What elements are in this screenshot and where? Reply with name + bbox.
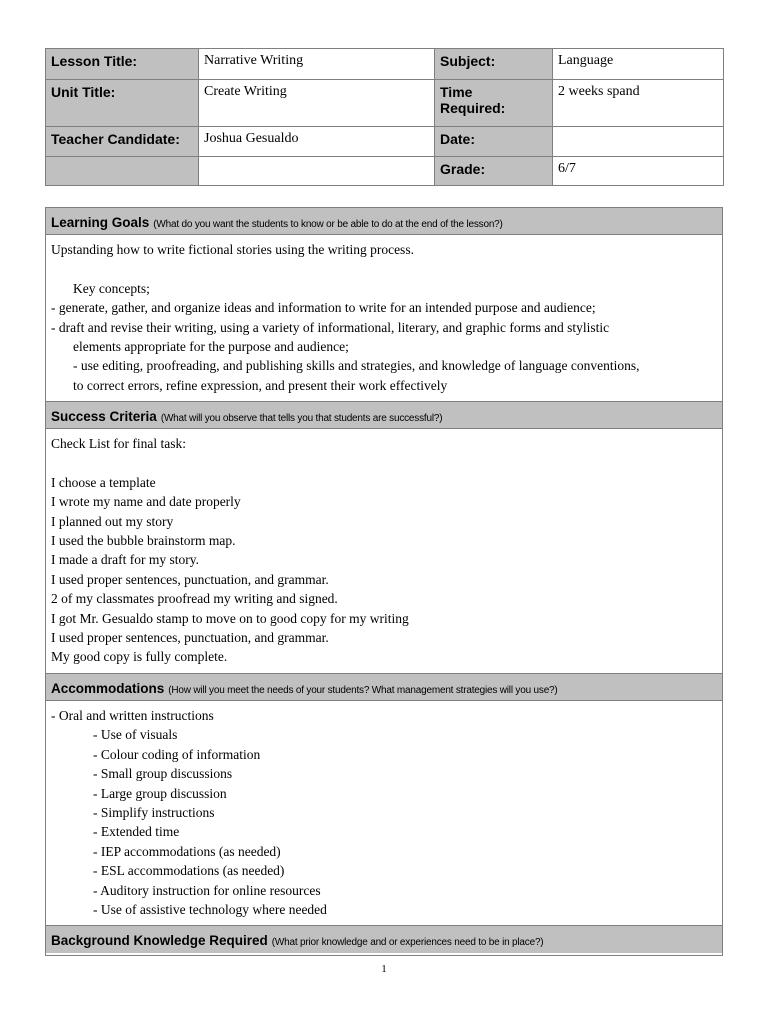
- background-knowledge-title: Background Knowledge Required: [51, 933, 268, 948]
- success-criteria-subtitle: (What will you observe that tells you that students are successful?): [160, 413, 443, 424]
- accommodation-item: - Use of visuals: [93, 727, 178, 743]
- teacher-candidate-value: Joshua Gesualdo: [199, 127, 435, 157]
- success-criteria-body: [46, 429, 722, 673]
- accommodation-item: - Extended time: [93, 824, 180, 840]
- time-required-label: Time Required:: [435, 80, 553, 127]
- learning-goals-intro: Upstanding how to write fictional stories using the writing process.: [51, 242, 414, 257]
- accommodation-item: - Small group discussions: [93, 766, 233, 782]
- date-label: Date:: [435, 127, 553, 157]
- accommodation-main: - Oral and written instructions: [51, 708, 214, 723]
- grade-label: Grade:: [435, 157, 553, 186]
- checklist-item: I made a draft for my story.: [51, 552, 199, 568]
- checklist-item: I used the bubble brainstorm map.: [51, 533, 236, 549]
- key-concept-line: - use editing, proofreading, and publishing skills and strategies, and knowledge of language conventions,: [73, 358, 640, 374]
- key-concept-line: elements appropriate for the purpose and audience;: [73, 339, 349, 355]
- background-knowledge-header: [46, 925, 722, 953]
- checklist-item: I choose a template: [51, 474, 156, 490]
- subject-value: Language: [553, 49, 724, 80]
- accommodation-item: - ESL accommodations (as needed): [93, 863, 285, 879]
- accommodation-item: - Auditory instruction for online resources: [93, 882, 321, 898]
- checklist-item: 2 of my classmates proofread my writing and signed.: [51, 591, 338, 607]
- date-value: [553, 127, 724, 157]
- accommodation-item: - Large group discussion: [93, 785, 227, 801]
- lesson-sections: [45, 207, 723, 956]
- time-required-value: 2 weeks spand: [553, 80, 724, 127]
- success-criteria-header: [46, 401, 722, 429]
- checklist-item: I used proper sentences, punctuation, and grammar.: [51, 630, 329, 646]
- empty-label-cell: [46, 157, 199, 186]
- checklist-item: I wrote my name and date properly: [51, 494, 241, 510]
- key-concept-line: to correct errors, refine expression, and present their work effectively: [73, 377, 448, 393]
- accommodations-subtitle: (How will you meet the needs of your students? What management strategies will you use?): [168, 685, 558, 696]
- unit-title-value: Create Writing: [199, 80, 435, 127]
- accommodation-item: - Simplify instructions: [93, 805, 215, 821]
- lesson-title-label: Lesson Title:: [46, 49, 199, 80]
- empty-value-cell: [199, 157, 435, 186]
- background-knowledge-subtitle: (What prior knowledge and or experiences need to be in place?): [271, 937, 544, 948]
- checklist-intro: Check List for final task:: [51, 436, 186, 451]
- accommodation-item: - Colour coding of information: [93, 746, 261, 762]
- learning-goals-header: [46, 207, 722, 235]
- learning-goals-subtitle: (What do you want the students to know or be able to do at the end of the lesson?): [153, 219, 503, 230]
- accommodation-item: - Use of assistive technology where needed: [93, 902, 327, 918]
- subject-label: Subject:: [435, 49, 553, 80]
- lesson-title-value: Narrative Writing: [199, 49, 435, 80]
- key-concept-line: - draft and revise their writing, using a variety of informational, literary, and graphic forms and stylistic: [51, 319, 610, 335]
- learning-goals-body: [46, 235, 722, 401]
- success-criteria-title: Success Criteria: [51, 409, 157, 424]
- checklist-item: I got Mr. Gesualdo stamp to move on to good copy for my writing: [51, 610, 409, 626]
- unit-title-label: Unit Title:: [46, 80, 199, 127]
- lesson-header-table: [45, 48, 724, 186]
- accommodations-title: Accommodations: [51, 681, 165, 696]
- grade-value: 6/7: [553, 157, 724, 186]
- accommodation-item: - IEP accommodations (as needed): [93, 843, 281, 859]
- page-number: 1: [381, 963, 387, 975]
- checklist-item: I planned out my story: [51, 513, 174, 529]
- key-concept-line: - generate, gather, and organize ideas and information to write for an intended purpose and audience;: [51, 300, 596, 316]
- teacher-candidate-label: Teacher Candidate:: [46, 127, 199, 157]
- accommodations-header: [46, 673, 722, 701]
- accommodations-body: [46, 701, 722, 925]
- learning-goals-title: Learning Goals: [51, 215, 150, 230]
- checklist-item: I used proper sentences, punctuation, and grammar.: [51, 571, 329, 587]
- key-concepts-label: Key concepts;: [73, 280, 150, 296]
- checklist-item: My good copy is fully complete.: [51, 649, 228, 665]
